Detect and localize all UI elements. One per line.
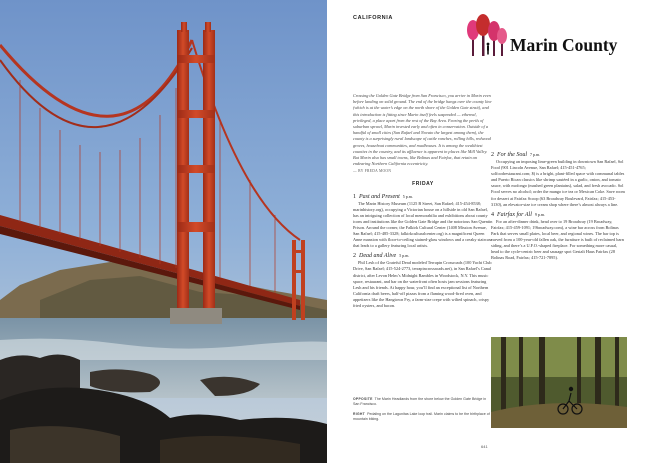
hiker-figure-icon: [487, 43, 490, 55]
entry-text: The Marin History Museum (1125 B Street, San Rafael; 415-454-8538; marinhistory.org), occupying a Victorian house on a hillside in old San Rafael, has an intriguing collection of local memorabilia and exhibitions about county icons and institutions like the Golden Gate Bridge and the notorious San Quentin Prison. Around the corner, the Falkirk Cultural Center (1408 Mission Avenue, San Rafael; 415-485-3328; falkirkculturalcenter.org) is a magnificent Queen Anne mansion with floor-to-ceiling stained-glass windows and a creaky staircase that leads to a gallery featuring local artists.: [353, 200, 493, 249]
entry-heading: 2 Dead and Alive 5 p.m.: [353, 253, 410, 260]
caption-right: RIGHT Pedaling on the Lagunitas Lake loop trail. Marin claims to be the birthplace of mountain biking.: [353, 412, 490, 421]
text-column-right: [491, 93, 625, 262]
author-credit: — BY FREDA MOON: [353, 169, 392, 174]
page-title: Marin County: [510, 35, 618, 55]
entry-heading: 1 Past and Present 5 p.m.: [353, 193, 413, 200]
entry-heading: 2 For the Soul 7 p.m.: [491, 152, 541, 158]
entry-heading: 4 Fairfax for All 9 p.m.: [491, 211, 546, 218]
photo-captions: [353, 397, 493, 427]
page-number: 641: [481, 444, 488, 449]
day-heading: FRIDAY: [412, 180, 434, 187]
text-column-left: [353, 93, 493, 309]
entry-text: Occupying an imposing lime-green building in downtown San Rafael, Sol Food (901 Lincoln Avenue, San Rafael; 415-451-4765; solfoodrestaurant.com; $) is a bright, plant-filled space with communal tables and Puerto Rican classics like shrimp sautéed in a garlic, onion, and tomato sauce, with mofongo (mashed green plantains), salad, and fresh avocado. Sol Food serves no alcohol; order the mango ice tea or Mexican Coke. Save room for dessert at Fairfax Scoop (63 Broadway Boulevard, Fairfax; 415-453-3130), an elevator-size ice cream shop where there’s almost always a line.: [491, 159, 625, 207]
article-page: [327, 0, 650, 463]
section-label: CALIFORNIA: [353, 15, 393, 21]
entry-text: For an after-dinner drink, head over to 19 Broadway (19 Broadway, Fairfax; 415-459-1091; 19broadway.com), a wine bar across from Bolinas Park that serves small plates, local beer, and regional wines. The bar top is carved from a 100-year-old fallen oak, the furniture is built of reclaimed barn siding, and there’s a U.F.O.-shaped fireplace. For something more casual, head to the cycle-centric beer and sausage spot Gestalt Haus Fairfax (28 Bolinas Road, Fairfax; 415-721-7895).: [491, 218, 624, 261]
caption-opposite: OPPOSITE The Marin Headlands from the shore below the Golden Gate Bridge in San Francisco.: [353, 397, 487, 406]
intro-paragraph: Crossing the Golden Gate Bridge from San Francisco, you arrive in Marin even before landing on solid ground. The end of the bridge hangs over the county line (which is at the water’s edge on the north shore of the Golden Gate strait), and this introduction is fitting since Marin itself feels suspended — ethereal, privileged, a place apart from the rest of the Bay Area. Fearing the perils of suburban sprawl, Marin invested early and often in conservation. Outside of a handful of small cities (San Rafael and Novato the largest among them), the county is a surprisingly rural landscape of cattle ranches, rolling hills, redwood groves, houseboat communities, and roadhouses. It is among the wealthiest counties in the country, and its affluence is apparent in places like Mill Valley. But Marin also has small towns, like Bolinas and Fairfax, that retain an endearing Northern California eccentricity.: [353, 93, 492, 167]
entry-text: Phil Lesh of the Grateful Dead modeled Terrapin Crossroads (100 Yacht Club Drive, San Rafael; 415-524-2773, terrapincrossroads.net), in San Rafael’s Canal district, after Levon Helm’s Midnight Rambles in Woodstock, N.Y. This music space, restaurant, and bar on the waterfront often hosts jam sessions featuring Lesh and his friends. At happy hour, you’ll find an exceptional list of Northern California draft beers, half-off pizzas from a flaming wood-fired oven, and appetizers like the Hangtown Fry, a farm-size crepe with wilted spinach, crispy fried oysters, and bacon.: [353, 260, 492, 309]
redwood-trees-icon: [466, 14, 510, 61]
mountain-bike-photo: [491, 337, 627, 428]
